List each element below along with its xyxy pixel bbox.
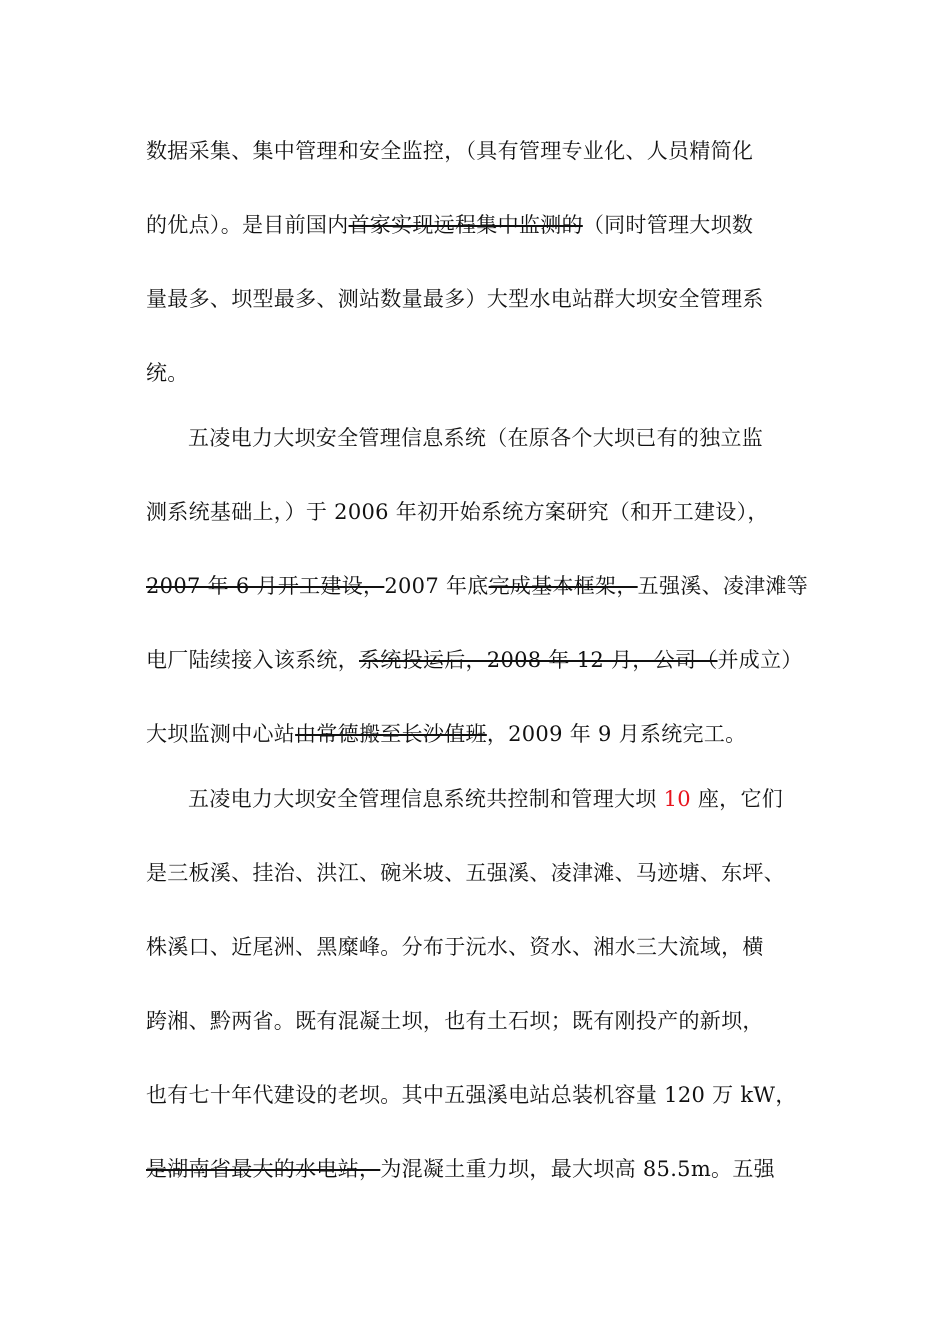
text-segment: 2007 年底 [384,574,489,598]
text-line-5 [188,418,763,458]
text-line-10 [188,779,783,819]
highlighted-number: 10 [663,787,691,811]
text-segment: （同时管理大坝数 [582,213,754,237]
text-line-14 [146,1075,797,1115]
text-segment: 也有七十年代建设的老坝。其中五强溪电站总装机容量 120 万 kW， [146,1083,797,1107]
text-segment: ，2009 年 9 月系统完工。 [486,722,747,746]
text-line-3 [146,279,764,319]
deleted-text: 系统投运后，2008 年 12 月，公司（ [359,648,718,672]
text-segment: 测系统基础上，）于 2006 年初开始系统方案研究（和开工建设）， [146,500,769,524]
text-segment: 五凌电力大坝安全管理信息系统（在原各个大坝已有的独立监 [188,426,764,450]
text-segment: 是三板溪、挂治、洪江、碗米坡、五强溪、凌津滩、马迹塘、东坪、 [146,861,785,885]
deleted-text: 是湖南省最大的水电站， [146,1157,381,1181]
text-segment: 座，它们 [690,787,784,811]
text-segment: 株溪口、近尾洲、黑糜峰。分布于沅水、资水、湘水三大流域，横 [146,935,764,959]
text-line-8 [146,640,803,680]
text-segment: 并成立） [717,648,803,672]
text-line-4 [146,353,189,393]
text-segment: 五强溪、凌津滩等 [637,574,809,598]
text-segment: 跨湘、黔两省。既有混凝土坝，也有土石坝；既有刚投产的新坝， [146,1009,764,1033]
text-line-2 [146,205,753,245]
text-segment: 电厂陆续接入该系统， [146,648,359,672]
deleted-text: 完成基本框架， [488,574,638,598]
text-line-15 [146,1149,775,1189]
deleted-text: 由常德搬至长沙值班 [295,722,487,746]
text-line-7 [146,566,808,606]
text-segment: 统。 [146,361,189,385]
text-line-1 [146,131,753,171]
text-line-11 [146,853,785,893]
text-segment: 大坝监测中心站 [146,722,296,746]
text-line-6 [146,492,769,532]
deleted-text: 2007 年 6 月开工建设， [146,574,385,598]
text-line-9 [146,714,746,754]
text-segment: 五凌电力大坝安全管理信息系统共控制和管理大坝 [188,787,664,811]
text-segment: 为混凝土重力坝，最大坝高 85.5m。五强 [380,1157,775,1181]
text-line-13 [146,1001,764,1041]
text-line-12 [146,927,764,967]
text-segment: 的优点）。是目前国内 [146,213,349,237]
text-segment: 量最多、坝型最多、测站数量最多）大型水电站群大坝安全管理系 [146,287,764,311]
text-segment: 数据采集、集中管理和安全监控，（具有管理专业化、人员精简化 [146,139,754,163]
deleted-text: 首家实现远程集中监测的 [348,213,583,237]
